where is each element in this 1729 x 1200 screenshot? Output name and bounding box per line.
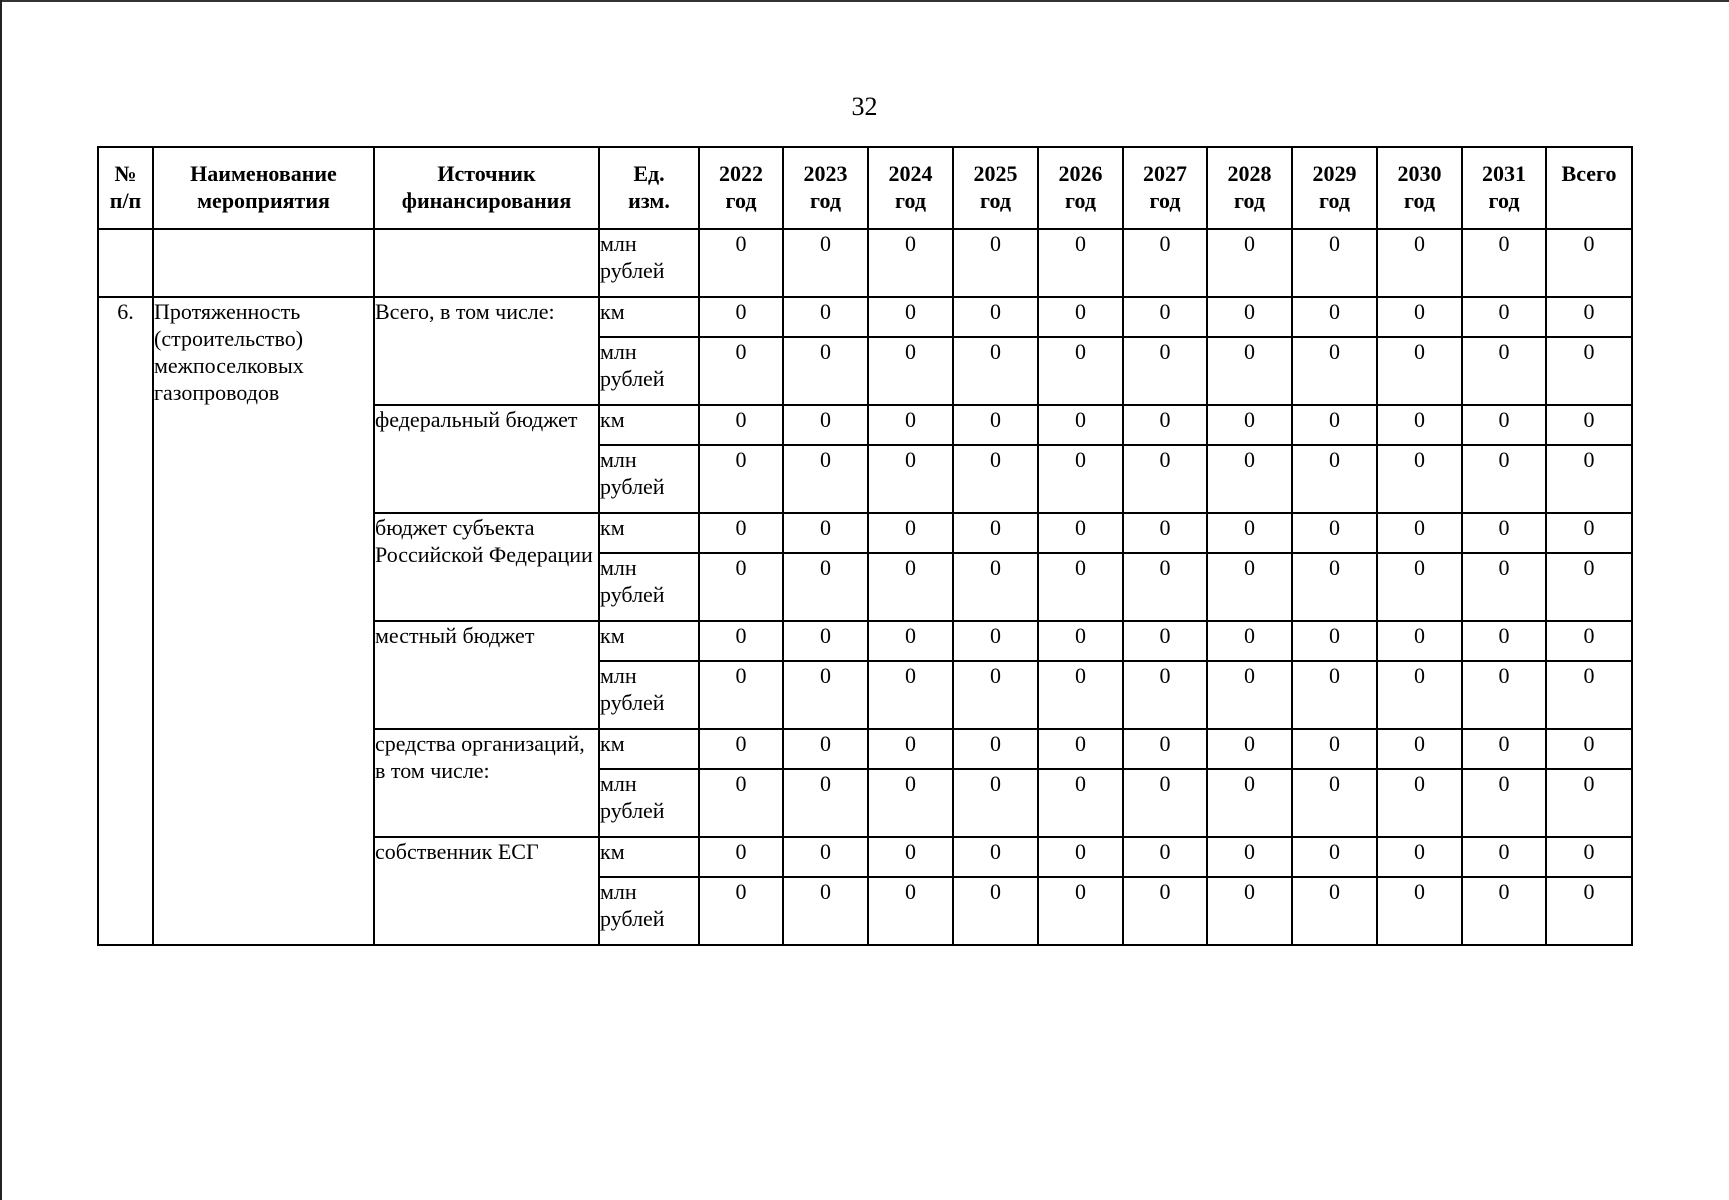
value-cell: 0 (1377, 513, 1462, 553)
value-cell: 0 (783, 297, 868, 337)
value-cell: 0 (1292, 553, 1377, 621)
header-year: 2023 год (783, 147, 868, 229)
scan-edge-top (0, 0, 1729, 2)
value-cell: 0 (1292, 297, 1377, 337)
value-cell: 0 (1462, 769, 1546, 837)
value-cell: 0 (1207, 445, 1292, 513)
value-cell: 0 (1123, 877, 1207, 945)
scan-edge-left (0, 0, 2, 1200)
value-cell: 0 (1292, 229, 1377, 297)
value-cell: 0 (783, 553, 868, 621)
value-cell: 0 (953, 297, 1038, 337)
value-cell: 0 (868, 837, 953, 877)
value-cell: 0 (1038, 661, 1123, 729)
unit-cell: млн рублей (599, 661, 699, 729)
value-cell: 0 (1038, 877, 1123, 945)
value-cell: 0 (868, 229, 953, 297)
financing-table (97, 146, 1633, 946)
value-cell: 0 (783, 837, 868, 877)
value-cell: 0 (783, 445, 868, 513)
value-cell: 0 (1462, 337, 1546, 405)
source-cell: бюджет субъекта Российской Федерации (374, 513, 599, 621)
value-cell: 0 (1377, 405, 1462, 445)
header-unit: Ед. изм. (599, 147, 699, 229)
value-cell: 0 (1546, 729, 1632, 769)
unit-cell: млн рублей (599, 337, 699, 405)
value-cell: 0 (1038, 297, 1123, 337)
table-row (98, 229, 1632, 297)
value-cell: 0 (1123, 229, 1207, 297)
value-cell: 0 (868, 621, 953, 661)
header-year: 2031 год (1462, 147, 1546, 229)
header-year: 2028 год (1207, 147, 1292, 229)
value-cell: 0 (1377, 337, 1462, 405)
value-cell: 0 (1546, 513, 1632, 553)
source-cell: средства организаций, в том числе: (374, 729, 599, 837)
value-cell: 0 (1377, 621, 1462, 661)
value-cell: 0 (868, 337, 953, 405)
header-row (98, 147, 1632, 229)
value-cell: 0 (868, 513, 953, 553)
value-cell: 0 (783, 405, 868, 445)
value-cell: 0 (1462, 405, 1546, 445)
value-cell: 0 (868, 297, 953, 337)
unit-cell: млн рублей (599, 553, 699, 621)
header-year: 2030 год (1377, 147, 1462, 229)
value-cell: 0 (1462, 729, 1546, 769)
value-cell: 0 (1377, 445, 1462, 513)
value-cell: 0 (1377, 837, 1462, 877)
value-cell: 0 (1038, 553, 1123, 621)
value-cell: 0 (1292, 621, 1377, 661)
value-cell: 0 (1207, 337, 1292, 405)
value-cell: 0 (783, 621, 868, 661)
value-cell: 0 (953, 229, 1038, 297)
source-cell: собственник ЕСГ (374, 837, 599, 945)
value-cell: 0 (1462, 837, 1546, 877)
item-number: 6. (98, 297, 153, 945)
value-cell: 0 (1292, 337, 1377, 405)
value-cell: 0 (699, 513, 783, 553)
value-cell: 0 (1377, 297, 1462, 337)
page-number: 32 (851, 92, 878, 121)
value-cell: 0 (1038, 621, 1123, 661)
value-cell: 0 (1292, 837, 1377, 877)
value-cell: 0 (1123, 621, 1207, 661)
header-source: Источник финансирования (374, 147, 599, 229)
value-cell: 0 (1038, 405, 1123, 445)
header-no: № п/п (98, 147, 153, 229)
value-cell: 0 (1546, 661, 1632, 729)
value-cell: 0 (699, 553, 783, 621)
value-cell: 0 (783, 729, 868, 769)
value-cell: 0 (1377, 729, 1462, 769)
value-cell: 0 (1038, 337, 1123, 405)
value-cell: 0 (1377, 553, 1462, 621)
value-cell: 0 (1546, 229, 1632, 297)
header-year: 2024 год (868, 147, 953, 229)
value-cell: 0 (1292, 877, 1377, 945)
item-name: Протяженность (строительство) межпоселковых газопроводов (153, 297, 374, 945)
value-cell: 0 (1462, 229, 1546, 297)
unit-cell: км (599, 405, 699, 445)
value-cell: 0 (1038, 513, 1123, 553)
value-cell: 0 (1546, 553, 1632, 621)
source-cell (374, 229, 599, 297)
value-cell: 0 (1207, 553, 1292, 621)
value-cell: 0 (953, 553, 1038, 621)
value-cell: 0 (1462, 621, 1546, 661)
value-cell: 0 (699, 769, 783, 837)
value-cell: 0 (953, 877, 1038, 945)
value-cell: 0 (1123, 661, 1207, 729)
value-cell: 0 (699, 405, 783, 445)
source-cell: федеральный бюджет (374, 405, 599, 513)
unit-cell: км (599, 297, 699, 337)
value-cell: 0 (1546, 445, 1632, 513)
value-cell: 0 (1207, 837, 1292, 877)
value-cell: 0 (1207, 229, 1292, 297)
source-cell: Всего, в том числе: (374, 297, 599, 405)
value-cell: 0 (1546, 877, 1632, 945)
value-cell: 0 (1038, 229, 1123, 297)
value-cell: 0 (868, 769, 953, 837)
value-cell: 0 (1038, 445, 1123, 513)
value-cell: 0 (868, 405, 953, 445)
value-cell: 0 (1546, 405, 1632, 445)
value-cell: 0 (1377, 877, 1462, 945)
value-cell: 0 (1546, 337, 1632, 405)
value-cell: 0 (1292, 445, 1377, 513)
value-cell: 0 (1462, 445, 1546, 513)
value-cell: 0 (1462, 661, 1546, 729)
value-cell: 0 (953, 513, 1038, 553)
unit-cell: км (599, 621, 699, 661)
unit-cell: км (599, 837, 699, 877)
value-cell: 0 (1462, 513, 1546, 553)
value-cell: 0 (953, 337, 1038, 405)
value-cell: 0 (1123, 553, 1207, 621)
value-cell: 0 (1546, 837, 1632, 877)
unit-cell: млн рублей (599, 229, 699, 297)
value-cell: 0 (1377, 769, 1462, 837)
value-cell: 0 (868, 729, 953, 769)
value-cell: 0 (1207, 661, 1292, 729)
value-cell: 0 (1123, 769, 1207, 837)
value-cell: 0 (699, 337, 783, 405)
value-cell: 0 (868, 877, 953, 945)
header-name: Наименование мероприятия (153, 147, 374, 229)
value-cell: 0 (1546, 621, 1632, 661)
value-cell: 0 (1038, 729, 1123, 769)
value-cell: 0 (868, 553, 953, 621)
value-cell: 0 (1123, 337, 1207, 405)
value-cell: 0 (699, 837, 783, 877)
value-cell: 0 (1123, 297, 1207, 337)
value-cell: 0 (953, 445, 1038, 513)
value-cell: 0 (783, 661, 868, 729)
value-cell: 0 (699, 729, 783, 769)
value-cell: 0 (1207, 297, 1292, 337)
table-row (98, 297, 1632, 337)
header-year: 2029 год (1292, 147, 1377, 229)
value-cell: 0 (1292, 661, 1377, 729)
value-cell: 0 (1123, 729, 1207, 769)
value-cell: 0 (1123, 513, 1207, 553)
value-cell: 0 (783, 769, 868, 837)
header-year: 2026 год (1038, 147, 1123, 229)
value-cell: 0 (1123, 837, 1207, 877)
value-cell: 0 (868, 445, 953, 513)
value-cell: 0 (1546, 769, 1632, 837)
value-cell: 0 (783, 513, 868, 553)
value-cell: 0 (953, 729, 1038, 769)
value-cell: 0 (699, 445, 783, 513)
number-cell (98, 229, 153, 297)
source-cell: местный бюджет (374, 621, 599, 729)
unit-cell: млн рублей (599, 877, 699, 945)
value-cell: 0 (1207, 621, 1292, 661)
value-cell: 0 (699, 661, 783, 729)
value-cell: 0 (953, 837, 1038, 877)
value-cell: 0 (1207, 729, 1292, 769)
value-cell: 0 (699, 297, 783, 337)
value-cell: 0 (1038, 837, 1123, 877)
value-cell: 0 (1207, 769, 1292, 837)
value-cell: 0 (1207, 513, 1292, 553)
value-cell: 0 (953, 769, 1038, 837)
value-cell: 0 (699, 621, 783, 661)
value-cell: 0 (1292, 729, 1377, 769)
unit-cell: км (599, 513, 699, 553)
unit-cell: км (599, 729, 699, 769)
header-year: 2025 год (953, 147, 1038, 229)
value-cell: 0 (783, 877, 868, 945)
value-cell: 0 (1207, 877, 1292, 945)
value-cell: 0 (1123, 405, 1207, 445)
value-cell: 0 (1207, 405, 1292, 445)
name-cell (153, 229, 374, 297)
unit-cell: млн рублей (599, 445, 699, 513)
value-cell: 0 (1462, 877, 1546, 945)
value-cell: 0 (1377, 661, 1462, 729)
value-cell: 0 (699, 877, 783, 945)
header-year: 2027 год (1123, 147, 1207, 229)
header-total: Всего (1546, 147, 1632, 229)
header-year: 2022 год (699, 147, 783, 229)
value-cell: 0 (1292, 405, 1377, 445)
value-cell: 0 (868, 661, 953, 729)
value-cell: 0 (1462, 553, 1546, 621)
value-cell: 0 (1292, 513, 1377, 553)
value-cell: 0 (1123, 445, 1207, 513)
value-cell: 0 (953, 661, 1038, 729)
value-cell: 0 (783, 229, 868, 297)
value-cell: 0 (1377, 229, 1462, 297)
value-cell: 0 (1292, 769, 1377, 837)
value-cell: 0 (953, 621, 1038, 661)
value-cell: 0 (1038, 769, 1123, 837)
value-cell: 0 (953, 405, 1038, 445)
value-cell: 0 (699, 229, 783, 297)
unit-cell: млн рублей (599, 769, 699, 837)
value-cell: 0 (1546, 297, 1632, 337)
value-cell: 0 (783, 337, 868, 405)
value-cell: 0 (1462, 297, 1546, 337)
